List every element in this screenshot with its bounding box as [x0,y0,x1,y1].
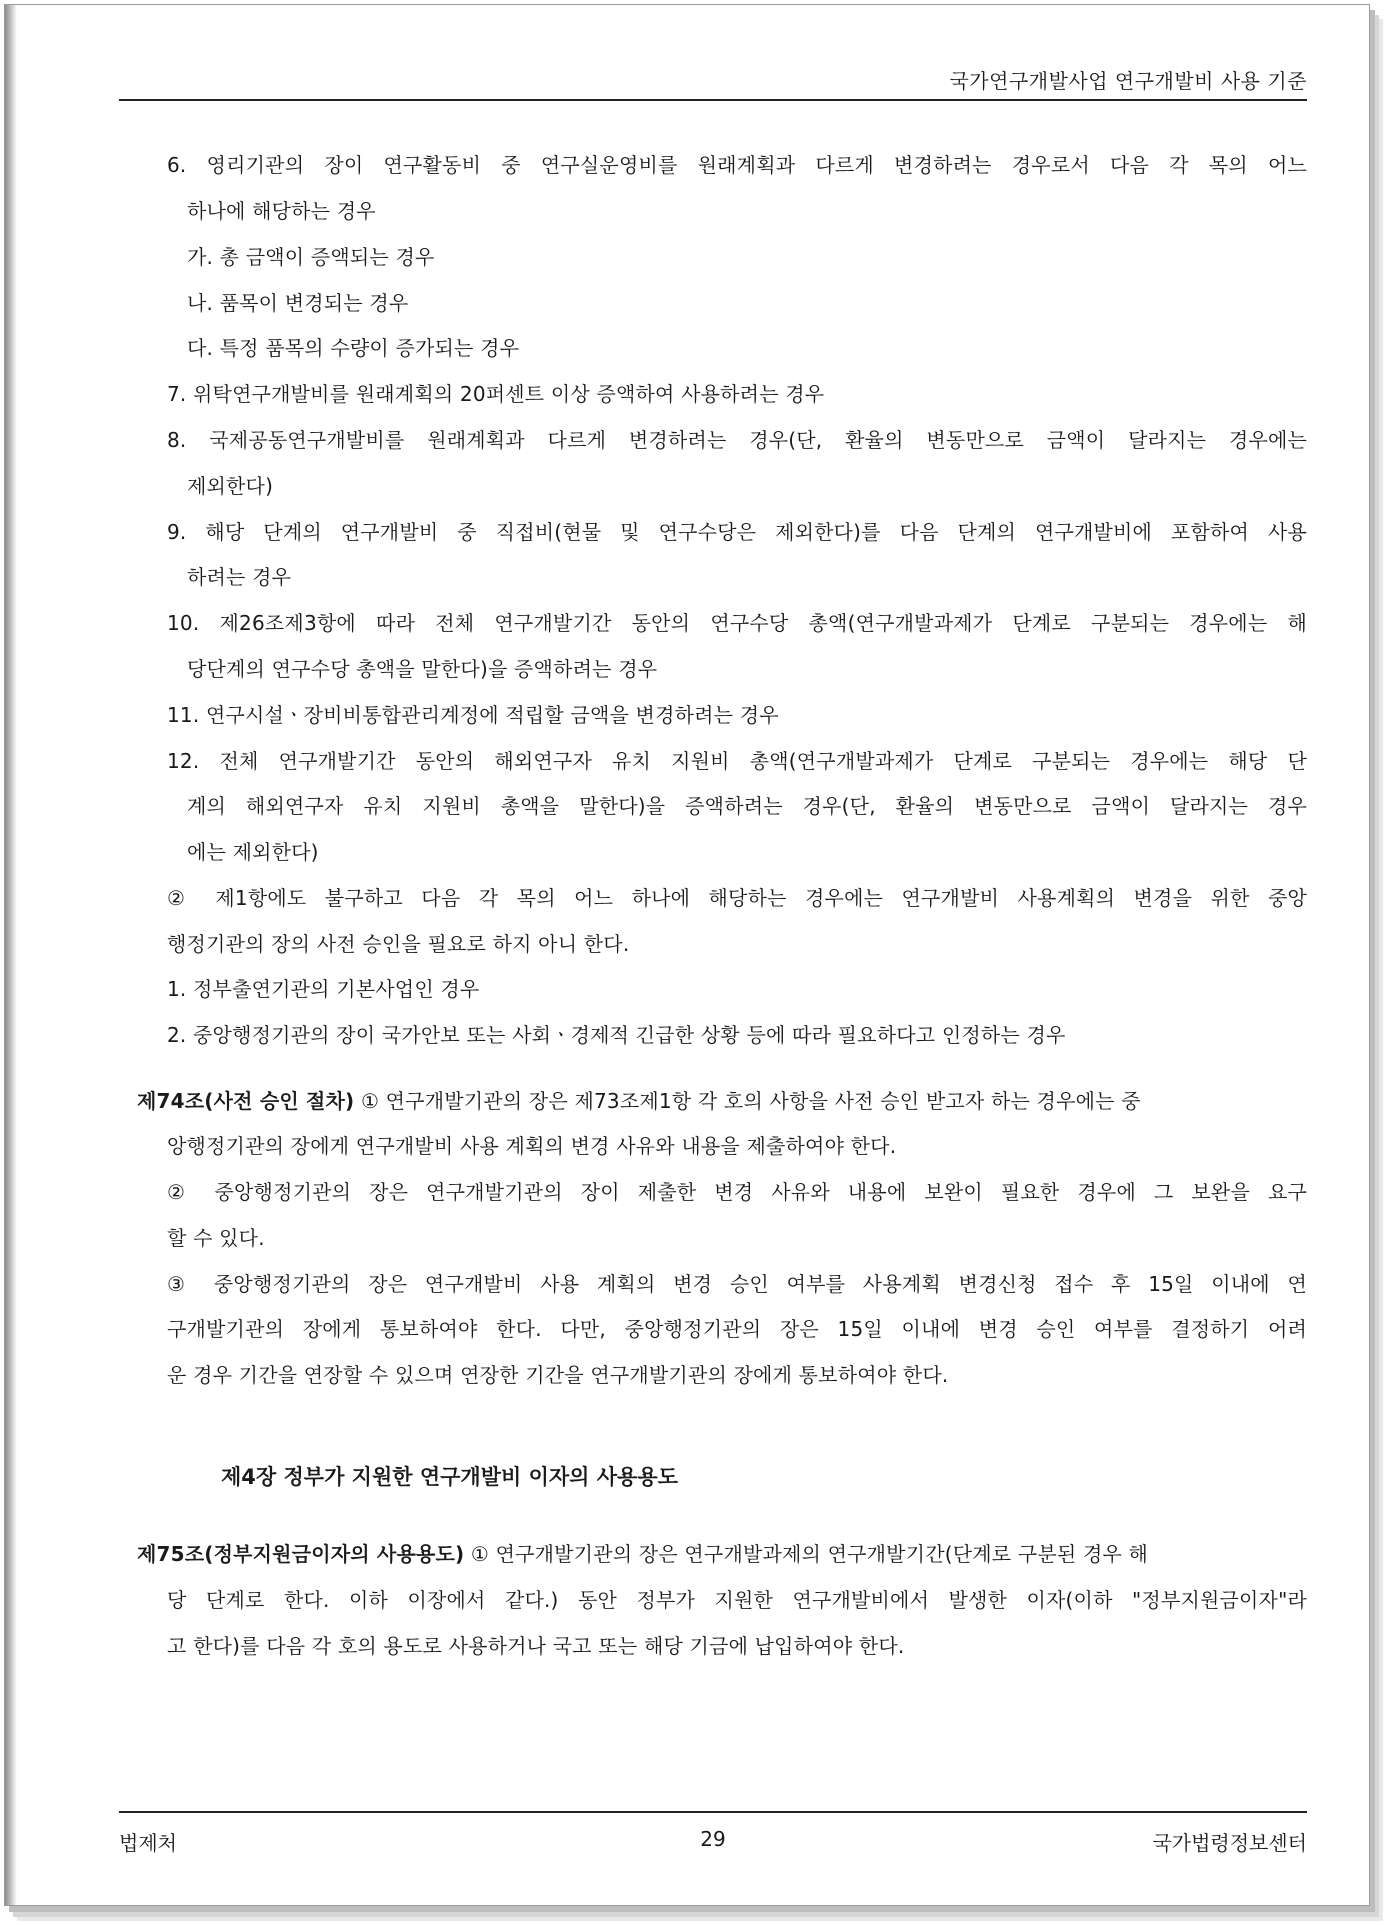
article-75-first-line [137,1538,1307,1567]
text-line: 6. 영리기관의 장이 연구활동비 중 연구실운영비를 원래계획과 다르게 변경하려는 경우로서 다음 각 목의 어느 [167,153,1307,177]
text-line: 다. 특정 품목의 수량이 증가되는 경우 [187,336,520,360]
text-line: 가. 총 금액이 증액되는 경우 [187,245,435,269]
text-line: 2. 중앙행정기관의 장이 국가안보 또는 사회ㆍ경제적 긴급한 상황 등에 따라 필요하다고 인정하는 경우 [167,1023,1066,1047]
text-line: 하나에 해당하는 경우 [187,199,376,223]
page-number: 29 [700,1827,726,1851]
text-line: 9. 해당 단계의 연구개발비 중 직접비(현물 및 연구수당은 제외한다)를 다음 단계의 연구개발비에 포함하여 사용 [167,520,1307,544]
text-line: 12. 전체 연구개발기간 동안의 해외연구자 유치 지원비 총액(연구개발과제가 단계로 구분되는 경우에는 해당 단 [167,749,1307,773]
article-74-text: ① 연구개발기관의 장은 제73조제1항 각 호의 사항을 사전 승인 받고자 하는 경우에는 중 [354,1089,1141,1113]
page-header [119,59,1307,101]
chapter-title: 제4장 정부가 지원한 연구개발비 이자의 사용용도 [221,1465,678,1489]
text-line: 구개발기관의 장에게 통보하여야 한다. 다만, 중앙행정기관의 장은 15일 이내에 변경 승인 여부를 결정하기 어려 [167,1317,1307,1341]
text-line: 고 한다)를 다음 각 호의 용도로 사용하거나 국고 또는 해당 기금에 납입하여야 한다. [167,1634,905,1658]
text-line: ③ 중앙행정기관의 장은 연구개발비 사용 계획의 변경 승인 여부를 사용계획 변경신청 접수 후 15일 이내에 연 [167,1272,1307,1296]
text-line: ② 제1항에도 불구하고 다음 각 목의 어느 하나에 해당하는 경우에는 연구개발비 사용계획의 변경을 위한 중앙 [167,886,1307,910]
footer-source: 국가법령정보센터 [1152,1831,1307,1855]
text-line: 8. 국제공동연구개발비를 원래계획과 다르게 변경하려는 경우(단, 환율의 변동만으로 금액이 달라지는 경우에는 [167,428,1307,452]
article-75-text: ① 연구개발기관의 장은 연구개발과제의 연구개발기간(단계로 구분된 경우 해 [464,1542,1149,1566]
text-line: 제외한다) [187,474,274,498]
text-line: 10. 제26조제3항에 따라 전체 연구개발기간 동안의 연구수당 총액(연구개발과제가 단계로 구분되는 경우에는 해 [167,611,1307,635]
text-line: 할 수 있다. [167,1226,265,1250]
document-page [4,4,1370,1906]
text-line: 7. 위탁연구개발비를 원래계획의 20퍼센트 이상 증액하여 사용하려는 경우 [167,382,825,406]
text-line: 앙행정기관의 장에게 연구개발비 사용 계획의 변경 사유와 내용을 제출하여야 한다. [167,1134,897,1158]
text-line: 1. 정부출연기관의 기본사업인 경우 [167,977,480,1001]
article-74-heading: 제74조(사전 승인 절차) [137,1089,355,1113]
text-line: 당단계의 연구수당 총액을 말한다)을 증액하려는 경우 [187,657,658,681]
text-line: 나. 품목이 변경되는 경우 [187,291,409,315]
header-title: 국가연구개발사업 연구개발비 사용 기준 [949,69,1307,93]
text-line: 행정기관의 장의 사전 승인을 필요로 하지 아니 한다. [167,932,630,956]
text-line: 운 경우 기간을 연장할 수 있으며 연장한 기간을 연구개발기관의 장에게 통보하여야 한다. [167,1363,949,1387]
page-footer [119,1811,1307,1863]
footer-publisher: 법제처 [119,1831,177,1855]
article-75-heading: 제75조(정부지원금이자의 사용용도) [137,1542,465,1566]
text-line: 에는 제외한다) [187,840,319,864]
text-line: 당 단계로 한다. 이하 이장에서 같다.) 동안 정부가 지원한 연구개발비에서 발생한 이자(이하 "정부지원금이자"라 [167,1588,1307,1612]
text-line: 11. 연구시설ㆍ장비비통합관리계정에 적립할 금액을 변경하려는 경우 [167,703,779,727]
text-line: 계의 해외연구자 유치 지원비 총액을 말한다)을 증액하려는 경우(단, 환율의 변동만으로 금액이 달라지는 경우 [187,794,1307,818]
text-line: ② 중앙행정기관의 장은 연구개발기관의 장이 제출한 변경 사유와 내용에 보완이 필요한 경우에 그 보완을 요구 [167,1180,1307,1204]
article-74-first-line [137,1085,1307,1114]
text-line: 하려는 경우 [187,565,292,589]
